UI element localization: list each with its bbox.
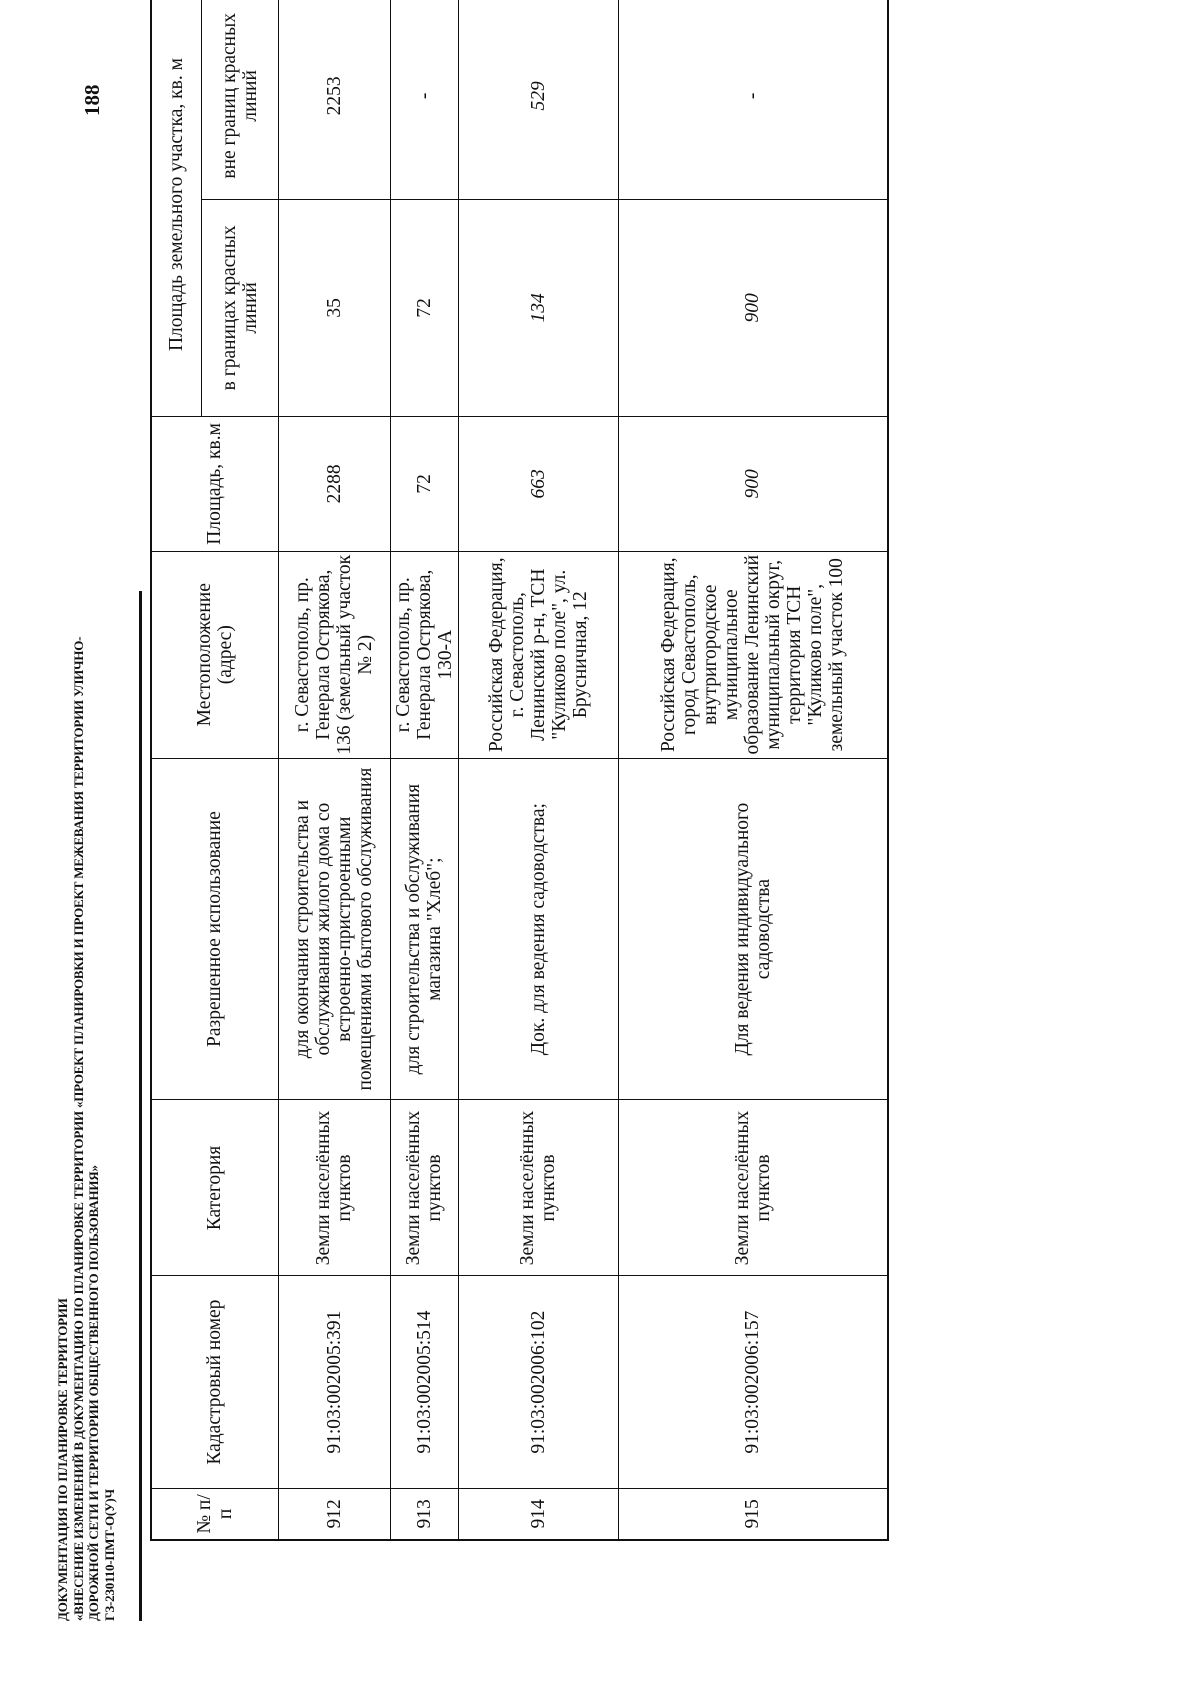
- cell-permitted-use: для строительства и обслуживания магазина "Хлеб";: [390, 758, 458, 1100]
- header-num: № п/п: [151, 1488, 278, 1540]
- cell-location: г. Севастополь, пр. Генерала Острякова, 130-А: [390, 551, 458, 758]
- cell-inside: 35: [278, 199, 390, 416]
- cell-num: 912: [278, 1488, 390, 1540]
- header-inside-red-lines: в границах красных линий: [201, 199, 278, 416]
- cell-category: Земли населённых пунктов: [390, 1100, 458, 1276]
- cell-cadastral: 91:03:002006:102: [458, 1276, 618, 1488]
- cell-inside: 900: [618, 199, 888, 416]
- table-row: [618, 0, 888, 1540]
- document-header: [55, 601, 117, 1621]
- header-permitted-use: Разрешенное использование: [151, 758, 278, 1100]
- cell-cadastral: 91:03:002005:514: [390, 1276, 458, 1488]
- cell-cadastral: 91:03:002006:157: [618, 1276, 888, 1488]
- header-plot-area-group: Площадь земельного участка, кв. м: [151, 0, 201, 417]
- cell-outside: 529: [458, 0, 618, 199]
- header-category: Категория: [151, 1100, 278, 1276]
- header-cadastral: Кадастровый номер: [151, 1276, 278, 1488]
- cell-location: Российская Федерация, город Севастополь, внутригородское муниципальное образование Ленинский муниципальный округ, территория ТСН "Куликово поле", земельный участок 100: [618, 551, 888, 758]
- cell-category: Земли населённых пунктов: [618, 1100, 888, 1276]
- header-line-3: ДОРОЖНОЙ СЕТИ И ТЕРРИТОРИИ ОБЩЕСТВЕННОГО ПОЛЬЗОВАНИЯ»: [86, 1165, 101, 1621]
- cell-location: г. Севастополь, пр. Генерала Острякова, 136 (земельный участок № 2): [278, 551, 390, 758]
- cell-num: 913: [390, 1488, 458, 1540]
- cell-cadastral: 91:03:002005:391: [278, 1276, 390, 1488]
- cell-inside: 134: [458, 199, 618, 416]
- cell-permitted-use: для окончания строительства и обслуживания жилого дома со встроенно-пристроенными помещениями бытового обслуживания: [278, 758, 390, 1100]
- table-row: [458, 0, 618, 1540]
- header-location: Местоположение (адрес): [151, 551, 278, 758]
- page-number: 188: [80, 84, 104, 116]
- cell-num: 914: [458, 1488, 618, 1540]
- cell-permitted-use: Док. для ведения садоводства;: [458, 758, 618, 1100]
- header-line-2: «ВНЕСЕНИЕ ИЗМЕНЕНИЙ В ДОКУМЕНТАЦИЮ ПО ПЛАНИРОВКЕ ТЕРРИТОРИИ «ПРОЕКТ ПЛАНИРОВКИ И ПРОЕКТ МЕЖЕВАНИЯ ТЕРРИТОРИИ УЛИЧНО-: [70, 636, 86, 1621]
- cell-category: Земли населённых пунктов: [458, 1100, 618, 1276]
- cell-category: Земли населённых пунктов: [278, 1100, 390, 1276]
- header-line-4: ГЗ-230110-ПМТ-О(У)Ч: [101, 1489, 117, 1621]
- table-row: [390, 0, 458, 1540]
- cell-area: 72: [390, 417, 458, 552]
- cell-outside: -: [618, 0, 888, 199]
- header-outside-red-lines: вне границ красных линий: [201, 0, 278, 199]
- cell-area: 900: [618, 417, 888, 552]
- header-line-1: ДОКУМЕНТАЦИЯ ПО ПЛАНИРОВКЕ ТЕРРИТОРИИ: [55, 1298, 70, 1621]
- cell-area: 2288: [278, 417, 390, 552]
- header-area: Площадь, кв.м: [151, 417, 278, 552]
- header-divider: [139, 591, 142, 1621]
- cell-inside: 72: [390, 199, 458, 416]
- cell-outside: -: [390, 0, 458, 199]
- cell-num: 915: [618, 1488, 888, 1540]
- cell-outside: 2253: [278, 0, 390, 199]
- table-row: [278, 0, 390, 1540]
- land-plots-table: [150, 0, 889, 1541]
- cell-permitted-use: Для ведения индивидуального садоводства: [618, 758, 888, 1100]
- cell-location: Российская Федерация, г. Севастополь, Ленинский р-н, ТСН "Куликово поле", ул. Брусничная, 12: [458, 551, 618, 758]
- cell-area: 663: [458, 417, 618, 552]
